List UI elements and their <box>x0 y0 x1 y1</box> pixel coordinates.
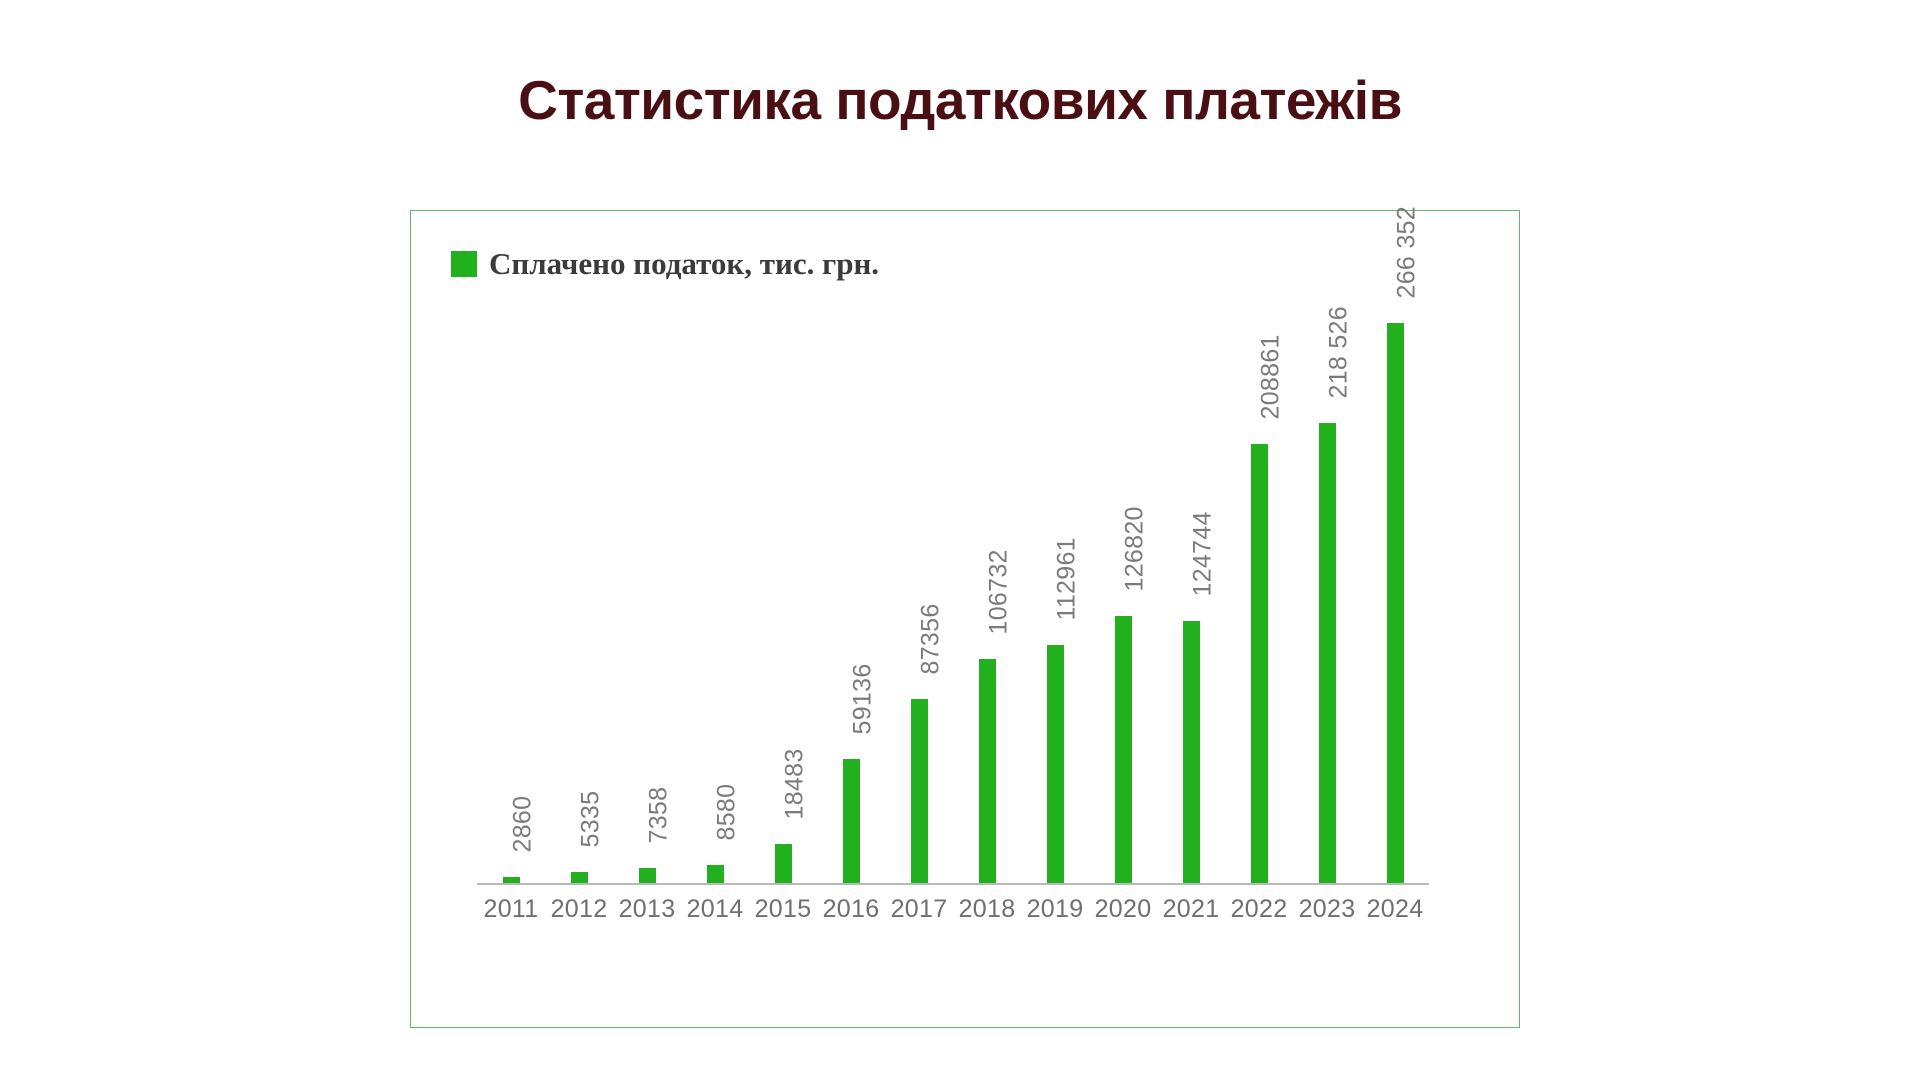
chart-container <box>410 206 1520 1028</box>
bar-value-label: 126820 <box>1120 506 1149 592</box>
bar-column[interactable] <box>1089 243 1157 883</box>
x-axis-label: 2016 <box>822 895 880 923</box>
bar-rect[interactable] <box>979 659 996 883</box>
bar-value-label: 18483 <box>780 748 809 820</box>
bar-rect[interactable] <box>707 865 724 883</box>
bar-value-label: 59136 <box>848 663 877 735</box>
bar-column[interactable] <box>1361 206 1429 883</box>
x-axis-label: 2014 <box>686 895 744 923</box>
bar-rect[interactable] <box>571 872 588 883</box>
bar-column[interactable] <box>681 243 749 883</box>
bar-value-label: 8580 <box>712 783 741 841</box>
x-axis-label: 2012 <box>550 895 608 923</box>
bar-value-label: 112961 <box>1052 537 1081 621</box>
bar-value-label: 2860 <box>508 795 537 853</box>
x-axis-label: 2015 <box>754 895 812 923</box>
bar-value-label: 106732 <box>984 549 1013 635</box>
bar-column[interactable] <box>477 243 545 883</box>
x-axis-label: 2023 <box>1298 895 1356 923</box>
bar-value-label: 208861 <box>1256 334 1285 420</box>
bar-column[interactable] <box>817 243 885 883</box>
x-axis-label: 2021 <box>1162 895 1220 923</box>
bar-column[interactable] <box>885 243 953 883</box>
bar-column[interactable] <box>613 243 681 883</box>
bar-rect[interactable] <box>503 877 520 883</box>
legend-color-swatch <box>451 251 477 277</box>
bar-column[interactable] <box>1225 243 1293 883</box>
bar-rect[interactable] <box>911 699 928 883</box>
bar-value-label: 87356 <box>916 603 945 675</box>
bar-rect[interactable] <box>843 759 860 883</box>
x-axis-label: 2020 <box>1094 895 1152 923</box>
x-axis-line <box>477 883 1429 885</box>
bar-rect[interactable] <box>1387 323 1404 883</box>
bar-column[interactable] <box>1157 243 1225 883</box>
bar-rect[interactable] <box>1183 621 1200 883</box>
bar-rect[interactable] <box>639 868 656 883</box>
bar-rect[interactable] <box>1115 616 1132 883</box>
bar-value-label: 218 526 <box>1324 306 1353 399</box>
x-axis-label: 2013 <box>618 895 676 923</box>
bar-rect[interactable] <box>1319 423 1336 883</box>
x-axis-label: 2017 <box>890 895 948 923</box>
bar-value-label: 7358 <box>644 786 673 844</box>
bar-value-label: 5335 <box>576 790 605 848</box>
bar-value-label: 124744 <box>1188 511 1217 597</box>
x-axis-labels <box>477 895 1429 929</box>
bar-rect[interactable] <box>775 844 792 883</box>
bar-column[interactable] <box>1021 243 1089 883</box>
x-axis-label: 2011 <box>483 895 539 923</box>
bar-column[interactable] <box>953 243 1021 883</box>
bar-rect[interactable] <box>1047 645 1064 883</box>
x-axis-label: 2018 <box>958 895 1016 923</box>
bar-column[interactable] <box>749 243 817 883</box>
bar-series <box>477 206 1429 883</box>
x-axis-label: 2024 <box>1366 895 1424 923</box>
bar-rect[interactable] <box>1251 444 1268 883</box>
bar-value-label: 266 352 <box>1392 206 1421 299</box>
legend-label: Сплачено податок, тис. грн. <box>489 246 880 281</box>
bar-column[interactable] <box>1293 243 1361 883</box>
x-axis-label: 2019 <box>1026 895 1084 923</box>
page-title: Статистика податкових платежів <box>518 69 1402 131</box>
bar-column[interactable] <box>545 243 613 883</box>
x-axis-label: 2022 <box>1230 895 1288 923</box>
